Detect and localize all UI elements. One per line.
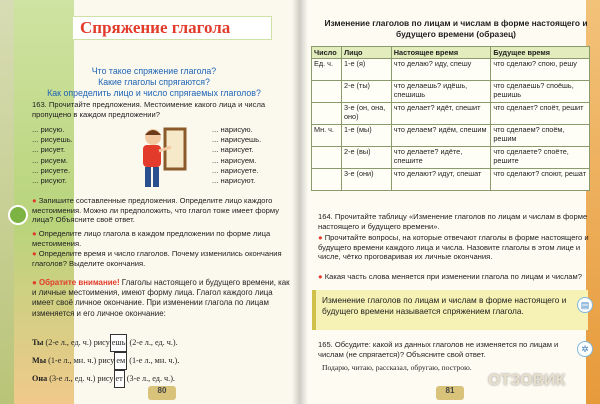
table-cell: что сделает? споёт, решит [491, 103, 590, 125]
question-2: Какие глаголы спрягаются? [98, 77, 210, 87]
task-2: ● Определите лицо глагола в каждом предложении по форме лица местоимения. [32, 229, 271, 248]
list-item: ... нарисуете. [212, 165, 259, 175]
table-cell: что делает? идёт, спешит [391, 103, 491, 125]
ending-box: ет [114, 370, 125, 388]
rule-text: Изменение глаголов по лицам и числам в форме настоящего и будущего времени называется спряжением глагола. [322, 295, 567, 316]
example-row: Она (3-е л., ед. ч.) рису ет (3-е л., ед. ч.). [32, 370, 290, 388]
task-1: ● Запишите составленные предложения. Определите лицо каждого местоимения. Можно ли предположить, что глагол тоже имеет форму лица? Объясните своё ответ. [32, 196, 279, 225]
bullet-icon: ● [318, 272, 325, 281]
left-margin-decoration [0, 0, 14, 404]
table-cell: 3-е (он, она, оно) [341, 103, 391, 125]
table-cell: 1-е (мы) [341, 125, 391, 147]
table-cell: 2-е (вы) [341, 147, 391, 169]
column-header: Будущее время [491, 47, 590, 59]
exercise-163-intro: 163. Прочитайте предложения. Местоимение какого лица и числа пропущено в каждом предложении? [32, 100, 266, 119]
table-cell: что делаешь? идёшь, спешишь [391, 81, 491, 103]
exercise-165: 165. Обсудите: какой из данных глаголов не изменяется по лицам и числам (не спрягается)? Объясните свой ответ. [318, 340, 559, 359]
table-cell: что делаем? идём, спешим [391, 125, 491, 147]
table-row [312, 169, 590, 191]
table-header-row [312, 47, 590, 59]
verb-list-left [32, 125, 73, 186]
list-item: ... нарисуем. [212, 155, 257, 165]
list-item: ... нарисуешь. [212, 135, 262, 145]
table-row [312, 59, 590, 81]
ending-box: ешь [110, 334, 128, 352]
list-item: ... нарисую. [212, 125, 253, 134]
verb-list-right [212, 125, 261, 186]
table-cell: что сделаешь? споёшь, решишь [491, 81, 590, 103]
bullet-icon: ● [32, 229, 39, 238]
exercise-165-words: Подарю, читаю, рассказал, обругаю, построю. [322, 363, 472, 372]
table-row [312, 147, 590, 169]
task-3: ● Определите время и число глаголов. Почему изменились окончания глаголов? Выделите окончания. [32, 249, 282, 268]
book-gutter [292, 0, 308, 404]
attention-note: ● Обратите внимание! Глаголы настоящего и будущего времени, как и личные местоимения, имеют форму лица. Глагол каждого лица имеет своё личное окончание. При изменении глагола по лицам изменяется и его личное окончание: [32, 278, 290, 318]
example-row: Мы (1-е л., мн. ч.) рису ем (1-е л., мн. ч.). [32, 352, 290, 370]
table-cell [312, 169, 342, 191]
table-row [312, 125, 590, 147]
table-cell: что сделают? споют, решат [491, 169, 590, 191]
list-item: ... рисуют. [32, 176, 67, 186]
table-cell: что сделаем? споём, решим [491, 125, 590, 147]
table-cell: что сделаю? спою, решу [491, 59, 590, 81]
list-item: ... рисуем. [32, 155, 68, 165]
exercise-164-intro: 164. Прочитайте таблицу «Изменение глаголов по лицам и числам в форме настоящего и будущего времени». [318, 212, 588, 231]
column-header: Настоящее время [391, 47, 491, 59]
table-row [312, 103, 590, 125]
table-row [312, 81, 590, 103]
watermark: ОТЗОВИК [488, 372, 566, 389]
question-3: Как определить лицо и число спрягаемых глаголов? [47, 88, 261, 98]
exercise-164-task-2: ● Какая часть слова меняется при изменении глагола по лицам и числам? [318, 272, 582, 281]
conjugation-examples [32, 334, 290, 388]
exercise-icon [8, 205, 28, 225]
discussion-icon: ✲ [577, 341, 593, 357]
book-icon: ▤ [577, 297, 593, 313]
page-title: Спряжение глагола [80, 18, 231, 37]
table-cell: что делают? идут, спешат [391, 169, 491, 191]
list-item: ... нарисуют. [212, 176, 256, 186]
page-number-right: 81 [436, 386, 464, 400]
table-cell [312, 103, 342, 125]
list-item: ... рисуете. [32, 165, 71, 175]
table-cell [312, 147, 342, 169]
boy-painting-illustration [133, 123, 189, 193]
table-cell: 1-е (я) [341, 59, 391, 81]
table-cell: 3-е (они) [341, 169, 391, 191]
table-cell: что делаете? идёте, спешите [391, 147, 491, 169]
question-1: Что такое спряжение глагола? [91, 66, 217, 76]
table-cell: что сделаете? споёте, решите [491, 147, 590, 169]
table-cell: Ед. ч. [312, 59, 342, 81]
bullet-icon: ● [32, 196, 39, 205]
example-row: Ты (2-е л., ед. ч.) рису ешь (2-е л., ед. ч.). [32, 334, 290, 352]
table-cell [312, 81, 342, 103]
list-item: ... рисует. [32, 145, 66, 155]
bullet-icon: ● [318, 233, 325, 242]
column-header: Лицо [341, 47, 391, 59]
list-item: ... нарисует. [212, 145, 254, 155]
conjugation-table [311, 46, 590, 191]
table-cell: 2-е (ты) [341, 81, 391, 103]
page-number-left: 80 [148, 386, 176, 400]
table-cell: что делаю? иду, спешу [391, 59, 491, 81]
bullet-icon: ● [32, 249, 39, 258]
ending-box: ем [114, 352, 127, 370]
column-header: Число [312, 47, 342, 59]
exercise-164-task-1: ● Прочитайте вопросы, на которые отвечают глаголы в форме настоящего и будущего времени каждого лица и числа. Назовите глаголы в этом лице и числе, чётко проговаривая их личные окончания. [318, 233, 589, 262]
list-item: ... рисую. [32, 125, 65, 134]
table-title: Изменение глаголов по лицам и числам в форме настоящего и будущего времени (образец) [324, 18, 588, 39]
bullet-icon: ● [32, 278, 39, 287]
table-cell: Мн. ч. [312, 125, 342, 147]
list-item: ... рисуешь. [32, 135, 73, 145]
